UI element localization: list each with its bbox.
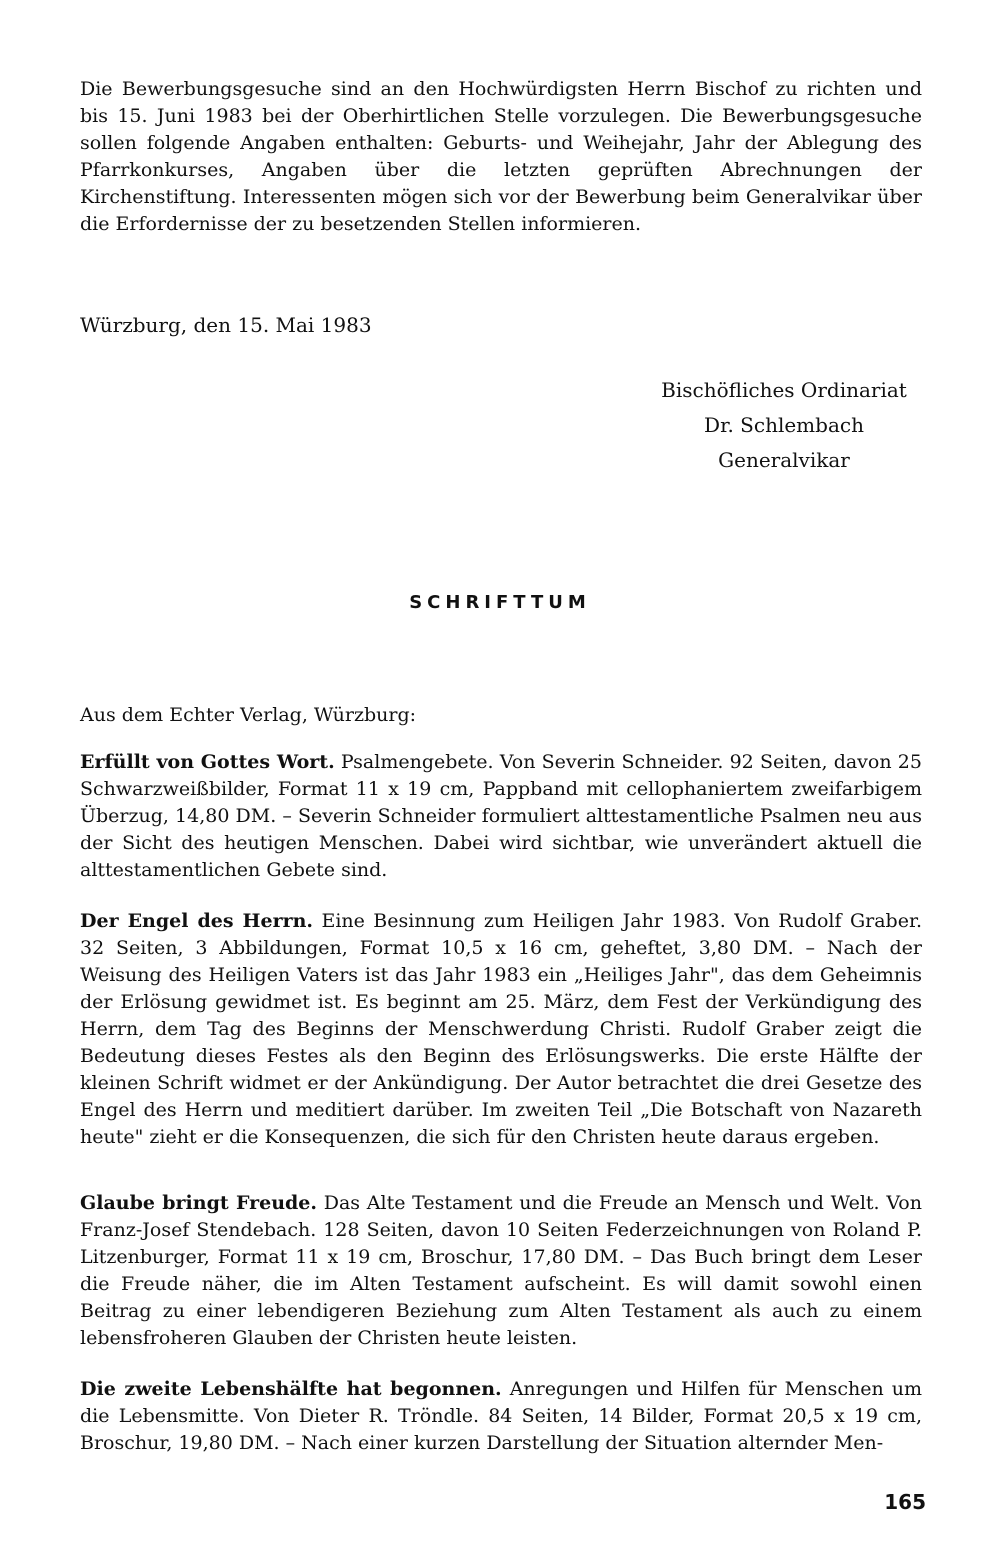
entry-2 — [80, 908, 922, 1151]
entry-4 — [80, 1376, 922, 1457]
entry-2-text: Eine Besinnung zum Heiligen Jahr 1983. Von Rudolf Graber. 32 Seiten, 3 Abbildungen, Format 10,5 x 16 cm, geheftet, 3,80 DM. – Nach der Weisung des Heiligen Vaters ist das Jahr 1983 ein „Heiliges Jahr", das dem Geheimnis der Erlösung gewidmet ist. Es beginnt am 25. März, dem Fest der Verkündigung des Herrn, dem Tag des Beginns der Menschwerdung Christi. Rudolf Graber zeigt die Bedeutung dieses Festes als den Beginn des Erlösungswerks. Die erste Hälfte der kleinen Schrift widmet er der Ankündigung. Der Autor betrachtet die drei Gesetze des Engel des Herrn und meditiert darüber. Im zweiten Teil „Die Botschaft von Nazareth heute" zieht er die Konsequenzen, die sich für den Christen heute daraus ergeben. — [80, 910, 922, 1148]
entry-1-text: Psalmengebete. Von Severin Schneider. 92 Seiten, davon 25 Schwarzweißbilder, Format 11 x 19 cm, Pappband mit cellophaniertem zweifarbigem Überzug, 14,80 DM. – Severin Schneider formuliert alttestamentliche Psalmen neu aus der Sicht des heutigen Menschen. Dabei wird sichtbar, wie unverändert aktuell die alttestamentlichen Gebete sind. — [80, 751, 922, 881]
page-number: 165 — [884, 1490, 926, 1514]
entry-1-title: Erfüllt von Gottes Wort. — [80, 751, 335, 773]
intro-paragraph: Die Bewerbungsgesuche sind an den Hochwürdigsten Herrn Bischof zu richten und bis 15. Juni 1983 bei der Oberhirtlichen Stelle vorzulegen. Die Bewerbungsgesuche sollen folgende Angaben enthalten: Geburts- und Weihejahr, Jahr der Ablegung des Pfarrkonkurses, Angaben über die letzten geprüften Abrechnungen der Kirchenstiftung. Interessenten mögen sich vor der Bewerbung beim Generalvikar über die Erfordernisse der zu besetzenden Stellen informieren. — [80, 78, 922, 235]
signature-role: Generalvikar — [718, 448, 850, 472]
entry-2-title: Der Engel des Herrn. — [80, 910, 314, 932]
entry-3 — [80, 1190, 922, 1352]
signature-name: Dr. Schlembach — [704, 413, 864, 437]
entry-3-text: Das Alte Testament und die Freude an Mensch und Welt. Von Franz-Josef Stendebach. 128 Seiten, davon 10 Seiten Federzeichnungen von Roland P. Litzenburger, Format 11 x 19 cm, Broschur, 17,80 DM. – Das Buch bringt dem Leser die Freude näher, die im Alten Testament aufscheint. Es will damit sowohl einen Beitrag zu einer lebendigeren Beziehung zum Alten Testament als auch zu einem lebensfroheren Glauben der Christen heute leisten. — [80, 1192, 922, 1349]
section-heading: SCHRIFTTUM — [409, 592, 591, 613]
entry-4-title: Die zweite Lebenshälfte hat begonnen. — [80, 1378, 502, 1400]
entry-1 — [80, 749, 922, 884]
place-date: Würzburg, den 15. Mai 1983 — [80, 313, 372, 337]
signature-office: Bischöfliches Ordinariat — [661, 378, 907, 402]
entry-3-title: Glaube bringt Freude. — [80, 1192, 317, 1214]
publisher-line: Aus dem Echter Verlag, Würzburg: — [80, 704, 417, 726]
entry-4-text: Anregungen und Hilfen für Menschen um die Lebensmitte. Von Dieter R. Tröndle. 84 Seiten, 14 Bilder, Format 20,5 x 19 cm, Broschur, 19,80 DM. – Nach einer kurzen Darstellung der Situation alternder Men- — [80, 1378, 922, 1454]
